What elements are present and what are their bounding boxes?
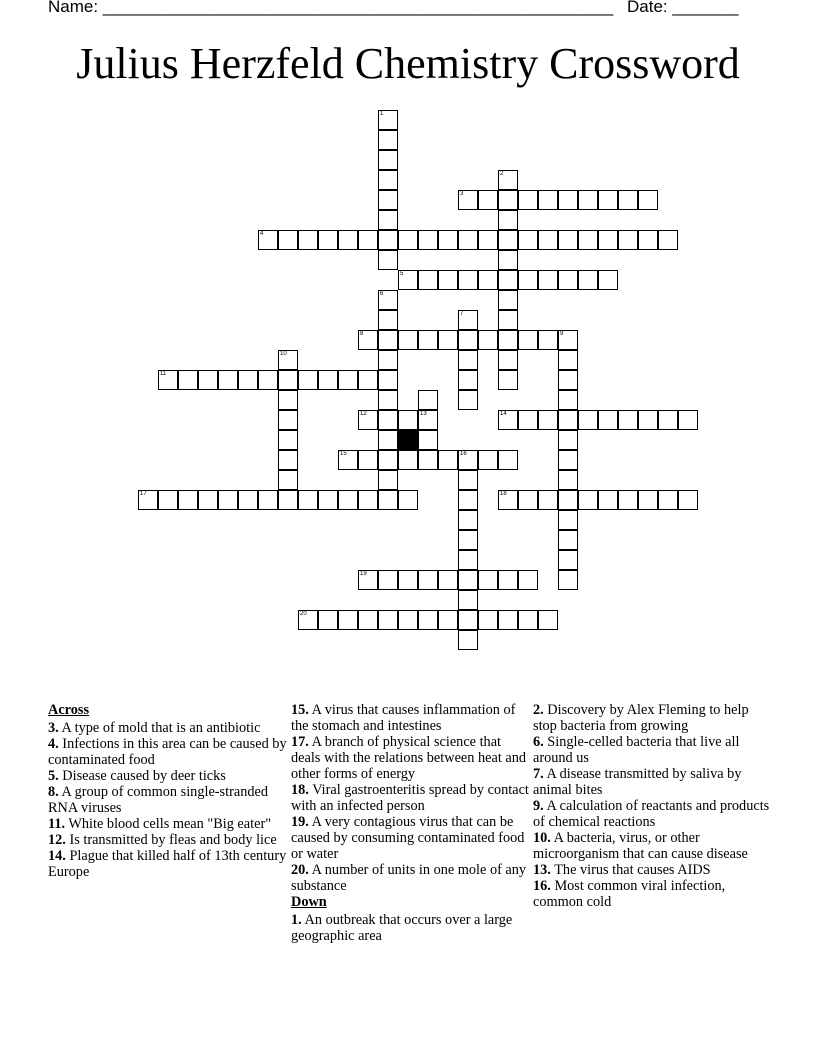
grid-cell[interactable] xyxy=(498,270,518,290)
grid-cell[interactable] xyxy=(558,430,578,450)
black-cell xyxy=(398,430,418,450)
clue-number-label: 9. xyxy=(533,798,544,814)
clue-number-label: 11. xyxy=(48,816,66,832)
grid-cell[interactable] xyxy=(318,490,338,510)
grid-cell[interactable] xyxy=(598,270,618,290)
grid-cell[interactable] xyxy=(198,490,218,510)
clue-number: 19 xyxy=(360,571,367,577)
grid-cell[interactable] xyxy=(378,410,398,430)
across-heading: Across xyxy=(48,702,90,718)
date-field-label: Date: _______ xyxy=(627,0,739,16)
grid-cell[interactable] xyxy=(598,490,618,510)
clue-text: A group of common single-stranded RNA viruses xyxy=(48,784,268,816)
grid-cell[interactable] xyxy=(638,410,658,430)
grid-cell[interactable] xyxy=(378,450,398,470)
grid-cell[interactable] xyxy=(558,530,578,550)
grid-cell[interactable] xyxy=(598,190,618,210)
grid-cell[interactable] xyxy=(498,290,518,310)
grid-cell[interactable] xyxy=(438,270,458,290)
grid-cell[interactable] xyxy=(498,250,518,270)
grid-cell[interactable] xyxy=(478,190,498,210)
clue-number: 7 xyxy=(460,311,464,317)
clue-number: 2 xyxy=(500,171,504,177)
grid-cell[interactable] xyxy=(558,490,578,510)
grid-cell[interactable] xyxy=(398,330,418,350)
grid-cell[interactable] xyxy=(298,370,318,390)
grid-cell[interactable] xyxy=(398,410,418,430)
page-title: Julius Herzfeld Chemistry Crossword xyxy=(76,39,740,88)
clue-number-label: 15. xyxy=(291,702,309,718)
clue-number-label: 4. xyxy=(48,736,59,752)
grid-cell[interactable] xyxy=(178,490,198,510)
clue-number-label: 14. xyxy=(48,848,66,864)
grid-cell[interactable] xyxy=(558,450,578,470)
grid-cell[interactable] xyxy=(378,170,398,190)
grid-cell[interactable] xyxy=(438,570,458,590)
grid-cell[interactable] xyxy=(458,390,478,410)
grid-cell[interactable] xyxy=(358,610,378,630)
across-clue xyxy=(48,832,288,848)
across-clue xyxy=(48,848,288,880)
clue-number: 13 xyxy=(420,411,427,417)
grid-cell[interactable] xyxy=(158,490,178,510)
across-clue xyxy=(48,784,288,816)
clue-text: Discovery by Alex Fleming to help stop bacteria from growing xyxy=(533,702,749,734)
grid-cell[interactable] xyxy=(318,370,338,390)
clue-number-label: 1. xyxy=(291,912,302,928)
grid-cell[interactable] xyxy=(398,230,418,250)
grid-cell[interactable] xyxy=(478,450,498,470)
grid-cell[interactable] xyxy=(498,570,518,590)
grid-cell[interactable] xyxy=(418,230,438,250)
grid-cell[interactable] xyxy=(358,490,378,510)
down-clue xyxy=(533,702,773,734)
clue-number: 11 xyxy=(160,371,167,377)
grid-cell[interactable] xyxy=(458,630,478,650)
grid-cell[interactable] xyxy=(498,610,518,630)
grid-cell[interactable] xyxy=(338,230,358,250)
grid-cell[interactable] xyxy=(498,450,518,470)
clue-number: 16 xyxy=(460,451,467,457)
grid-cell[interactable] xyxy=(258,370,278,390)
clue-number: 15 xyxy=(340,451,347,457)
grid-cell[interactable] xyxy=(278,490,298,510)
grid-cell[interactable] xyxy=(618,490,638,510)
grid-cell[interactable] xyxy=(378,390,398,410)
grid-cell[interactable] xyxy=(378,570,398,590)
clue-number: 17 xyxy=(140,491,147,497)
grid-cell[interactable] xyxy=(218,490,238,510)
grid-cell[interactable] xyxy=(438,230,458,250)
clue-number-label: 17. xyxy=(291,734,309,750)
grid-cell[interactable] xyxy=(458,490,478,510)
grid-cell[interactable] xyxy=(518,570,538,590)
grid-cell[interactable] xyxy=(378,490,398,510)
down-clue xyxy=(533,798,773,830)
grid-cell[interactable] xyxy=(378,130,398,150)
grid-cell[interactable] xyxy=(378,250,398,270)
across-clue xyxy=(48,720,288,736)
grid-cell[interactable] xyxy=(458,370,478,390)
grid-cell[interactable] xyxy=(558,410,578,430)
grid-cell[interactable] xyxy=(578,230,598,250)
clue-text: A virus that causes inflammation of the stomach and intestines xyxy=(291,702,516,734)
down-clue xyxy=(533,766,773,798)
across-clue xyxy=(48,768,288,784)
grid-cell[interactable] xyxy=(658,490,678,510)
clue-number: 14 xyxy=(500,411,507,417)
grid-cell[interactable] xyxy=(358,370,378,390)
grid-cell[interactable] xyxy=(298,490,318,510)
clue-number-label: 10. xyxy=(533,830,551,846)
grid-cell[interactable] xyxy=(578,270,598,290)
grid-cell[interactable] xyxy=(478,270,498,290)
grid-cell[interactable] xyxy=(538,190,558,210)
across-clue xyxy=(291,782,531,814)
grid-cell[interactable] xyxy=(518,410,538,430)
grid-cell[interactable] xyxy=(518,330,538,350)
grid-cell[interactable] xyxy=(498,350,518,370)
grid-cell[interactable] xyxy=(378,230,398,250)
grid-cell[interactable] xyxy=(318,610,338,630)
grid-cell[interactable] xyxy=(298,230,318,250)
grid-cell[interactable] xyxy=(638,190,658,210)
clue-text: Single-celled bacteria that live all around us xyxy=(533,734,740,766)
clue-number: 1 xyxy=(380,111,384,117)
grid-cell[interactable] xyxy=(438,450,458,470)
down-clue xyxy=(533,878,773,910)
grid-cell[interactable] xyxy=(538,230,558,250)
clue-number-label: 2. xyxy=(533,702,544,718)
grid-cell[interactable] xyxy=(558,550,578,570)
grid-cell[interactable] xyxy=(418,390,438,410)
clue-number-label: 19. xyxy=(291,814,309,830)
grid-cell[interactable] xyxy=(498,310,518,330)
clue-number-label: 3. xyxy=(48,720,59,736)
grid-cell[interactable] xyxy=(518,490,538,510)
grid-cell[interactable] xyxy=(378,210,398,230)
grid-cell[interactable] xyxy=(558,370,578,390)
grid-cell[interactable] xyxy=(278,430,298,450)
grid-cell[interactable] xyxy=(558,510,578,530)
down-clue xyxy=(533,734,773,766)
clue-number: 5 xyxy=(400,271,404,277)
grid-cell[interactable] xyxy=(418,610,438,630)
grid-cell[interactable] xyxy=(458,350,478,370)
grid-cell[interactable] xyxy=(678,410,698,430)
clue-text: Plague that killed half of 13th century Europe xyxy=(48,848,287,880)
grid-cell[interactable] xyxy=(458,330,478,350)
grid-cell[interactable] xyxy=(358,450,378,470)
grid-cell[interactable] xyxy=(378,110,398,130)
clue-text: A bacteria, virus, or other microorganism that can cause disease xyxy=(533,830,748,862)
grid-cell[interactable] xyxy=(278,410,298,430)
grid-cell[interactable] xyxy=(478,330,498,350)
grid-cell[interactable] xyxy=(498,190,518,210)
down-clue xyxy=(533,830,773,862)
grid-cell[interactable] xyxy=(438,610,458,630)
grid-cell[interactable] xyxy=(658,230,678,250)
grid-cell[interactable] xyxy=(458,450,478,470)
clue-number: 8 xyxy=(360,331,364,337)
grid-cell[interactable] xyxy=(278,390,298,410)
grid-cell[interactable] xyxy=(398,450,418,470)
clues-column-2 xyxy=(291,702,531,944)
grid-cell[interactable] xyxy=(338,490,358,510)
clue-number-label: 13. xyxy=(533,862,551,878)
clues-column-1 xyxy=(48,702,288,880)
clue-text: A number of units in one mole of any substance xyxy=(291,862,527,894)
clue-number: 10 xyxy=(280,351,287,357)
grid-cell[interactable] xyxy=(458,270,478,290)
clue-number: 12 xyxy=(360,411,367,417)
grid-cell[interactable] xyxy=(418,430,438,450)
grid-cell[interactable] xyxy=(518,270,538,290)
grid-cell[interactable] xyxy=(478,230,498,250)
grid-cell[interactable] xyxy=(458,510,478,530)
grid-cell[interactable] xyxy=(278,350,298,370)
down-heading: Down xyxy=(291,894,327,910)
clue-number-label: 7. xyxy=(533,766,544,782)
grid-cell[interactable] xyxy=(458,310,478,330)
grid-cell[interactable] xyxy=(558,330,578,350)
clue-text: Disease caused by deer ticks xyxy=(58,768,226,784)
clue-number-label: 5. xyxy=(48,768,59,784)
grid-cell[interactable] xyxy=(318,230,338,250)
name-field-label: Name: ______________________________________________________ xyxy=(48,0,614,16)
grid-cell[interactable] xyxy=(498,210,518,230)
grid-cell[interactable] xyxy=(538,410,558,430)
clue-number-label: 18. xyxy=(291,782,309,798)
clue-text: A type of mold that is an antibiotic xyxy=(58,720,261,736)
clue-text: The virus that causes AIDS xyxy=(550,862,711,878)
grid-cell[interactable] xyxy=(398,490,418,510)
grid-cell[interactable] xyxy=(358,570,378,590)
clue-text: Infections in this area can be caused by contaminated food xyxy=(48,736,287,768)
grid-cell[interactable] xyxy=(458,530,478,550)
grid-cell[interactable] xyxy=(218,370,238,390)
grid-cell[interactable] xyxy=(418,570,438,590)
across-clue xyxy=(48,816,288,832)
grid-cell[interactable] xyxy=(618,230,638,250)
clue-text: A disease transmitted by saliva by animal bites xyxy=(533,766,742,798)
clue-text: White blood cells mean "Big eater" xyxy=(65,816,272,832)
grid-cell[interactable] xyxy=(278,230,298,250)
grid-cell[interactable] xyxy=(518,230,538,250)
grid-cell[interactable] xyxy=(378,610,398,630)
grid-cell[interactable] xyxy=(558,390,578,410)
across-clue xyxy=(291,702,531,734)
grid-cell[interactable] xyxy=(338,450,358,470)
grid-cell[interactable] xyxy=(558,350,578,370)
clue-number: 6 xyxy=(380,291,384,297)
grid-cell[interactable] xyxy=(478,570,498,590)
grid-cell[interactable] xyxy=(598,230,618,250)
clue-number-label: 20. xyxy=(291,862,309,878)
grid-cell[interactable] xyxy=(338,370,358,390)
grid-cell[interactable] xyxy=(278,470,298,490)
across-clue xyxy=(291,734,531,782)
clue-text: A very contagious virus that can be caused by consuming contaminated food or water xyxy=(291,814,525,862)
grid-cell[interactable] xyxy=(538,330,558,350)
grid-cell[interactable] xyxy=(558,190,578,210)
grid-cell[interactable] xyxy=(238,370,258,390)
across-clue xyxy=(48,736,288,768)
grid-cell[interactable] xyxy=(478,610,498,630)
grid-cell[interactable] xyxy=(258,230,278,250)
grid-cell[interactable] xyxy=(658,410,678,430)
grid-cell[interactable] xyxy=(498,370,518,390)
grid-cell[interactable] xyxy=(338,610,358,630)
clue-text: Most common viral infection, common cold xyxy=(533,878,726,910)
grid-cell[interactable] xyxy=(678,490,698,510)
grid-cell[interactable] xyxy=(298,610,318,630)
grid-cell[interactable] xyxy=(378,430,398,450)
clue-number: 20 xyxy=(300,611,307,617)
clue-number-label: 6. xyxy=(533,734,544,750)
grid-cell[interactable] xyxy=(378,470,398,490)
grid-cell[interactable] xyxy=(138,490,158,510)
grid-cell[interactable] xyxy=(498,170,518,190)
grid-cell[interactable] xyxy=(378,290,398,310)
clue-text: A branch of physical science that deals with the relations between heat and other forms of energy xyxy=(291,734,527,782)
grid-cell[interactable] xyxy=(538,610,558,630)
clue-number: 9 xyxy=(560,331,564,337)
grid-cell[interactable] xyxy=(398,570,418,590)
grid-cell[interactable] xyxy=(458,470,478,490)
clue-text: Is transmitted by fleas and body lice xyxy=(65,832,277,848)
grid-cell[interactable] xyxy=(518,190,538,210)
clue-text: An outbreak that occurs over a large geographic area xyxy=(291,912,513,944)
grid-cell[interactable] xyxy=(558,570,578,590)
grid-cell[interactable] xyxy=(418,450,438,470)
grid-cell[interactable] xyxy=(598,410,618,430)
grid-cell[interactable] xyxy=(378,190,398,210)
grid-cell[interactable] xyxy=(458,570,478,590)
grid-cell[interactable] xyxy=(238,490,258,510)
grid-cell[interactable] xyxy=(458,230,478,250)
grid-cell[interactable] xyxy=(358,410,378,430)
grid-cell[interactable] xyxy=(158,370,178,390)
grid-cell[interactable] xyxy=(358,330,378,350)
clue-number: 18 xyxy=(500,491,507,497)
across-clue xyxy=(291,862,531,894)
grid-cell[interactable] xyxy=(458,610,478,630)
grid-cell[interactable] xyxy=(498,490,518,510)
grid-cell[interactable] xyxy=(198,370,218,390)
clue-text: Viral gastroenteritis spread by contact with an infected person xyxy=(291,782,529,814)
grid-cell[interactable] xyxy=(558,270,578,290)
grid-cell[interactable] xyxy=(618,410,638,430)
grid-cell[interactable] xyxy=(378,150,398,170)
grid-cell[interactable] xyxy=(558,230,578,250)
grid-cell[interactable] xyxy=(418,410,438,430)
down-clue xyxy=(291,912,531,944)
grid-cell[interactable] xyxy=(278,370,298,390)
grid-cell[interactable] xyxy=(378,330,398,350)
clues-column-3 xyxy=(533,702,773,910)
grid-cell[interactable] xyxy=(398,610,418,630)
grid-cell[interactable] xyxy=(398,270,418,290)
grid-cell[interactable] xyxy=(558,470,578,490)
grid-cell[interactable] xyxy=(278,450,298,470)
across-clue xyxy=(291,814,531,862)
grid-cell[interactable] xyxy=(458,190,478,210)
grid-cell[interactable] xyxy=(538,490,558,510)
clue-number: 4 xyxy=(260,231,264,237)
grid-cell[interactable] xyxy=(638,230,658,250)
grid-cell[interactable] xyxy=(418,270,438,290)
clue-text: A calculation of reactants and products of chemical reactions xyxy=(533,798,770,830)
grid-cell[interactable] xyxy=(438,330,458,350)
grid-cell[interactable] xyxy=(498,410,518,430)
grid-cell[interactable] xyxy=(378,350,398,370)
grid-cell[interactable] xyxy=(578,490,598,510)
grid-cell[interactable] xyxy=(258,490,278,510)
grid-cell[interactable] xyxy=(458,550,478,570)
clue-number-label: 16. xyxy=(533,878,551,894)
grid-cell[interactable] xyxy=(458,590,478,610)
grid-cell[interactable] xyxy=(378,310,398,330)
grid-cell[interactable] xyxy=(518,610,538,630)
clue-number-label: 8. xyxy=(48,784,59,800)
grid-cell[interactable] xyxy=(578,190,598,210)
clue-number-label: 12. xyxy=(48,832,66,848)
grid-cell[interactable] xyxy=(418,330,438,350)
grid-cell[interactable] xyxy=(178,370,198,390)
grid-cell[interactable] xyxy=(498,230,518,250)
grid-cell[interactable] xyxy=(498,330,518,350)
grid-cell[interactable] xyxy=(578,410,598,430)
grid-cell[interactable] xyxy=(358,230,378,250)
clue-number: 3 xyxy=(460,191,464,197)
grid-cell[interactable] xyxy=(618,190,638,210)
grid-cell[interactable] xyxy=(638,490,658,510)
down-clue xyxy=(533,862,773,878)
grid-cell[interactable] xyxy=(538,270,558,290)
grid-cell[interactable] xyxy=(378,370,398,390)
